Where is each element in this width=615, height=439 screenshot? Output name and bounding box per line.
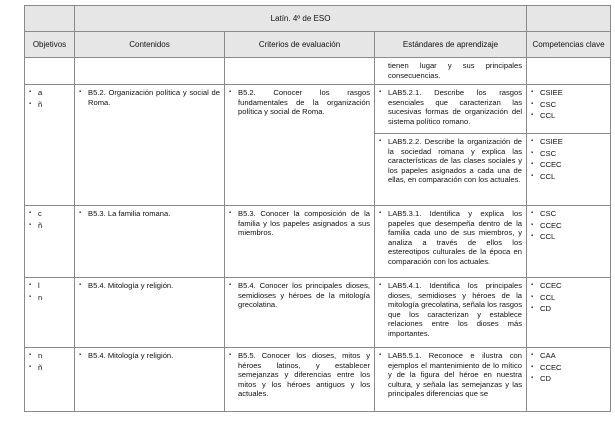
title-corner (25, 6, 75, 32)
estandar-cell (375, 206, 527, 278)
estandar-cell (375, 85, 527, 134)
competencia-item: ▪ CSC (531, 149, 606, 159)
contenido-cell (75, 278, 225, 348)
objetivos-cell (25, 206, 75, 278)
continuation-row (25, 58, 611, 85)
competencia-item: ▪ CD (531, 374, 606, 384)
criterio-text: ▪ B5.4. Conocer los principales dioses, semidioses y héroes de la mitología grecolatina. (229, 281, 370, 310)
estandar-text: ▪ LAB5.4.1. Identifica los principales dioses, semidioses y héroes de la mitología grecolatina, señala los rasgos que los caracterizan y establece relaciones entre los dioses más importantes. (379, 281, 522, 339)
table-cell (25, 58, 75, 85)
contenido-cell (75, 348, 225, 412)
table-cell (75, 58, 225, 85)
competencia-item: ▪ CCEC (531, 281, 606, 291)
contenido-cell (75, 206, 225, 278)
competencia-item: ▪ CCEC (531, 160, 606, 170)
competencia-item: ▪ CCL (531, 172, 606, 182)
title-corner-right (527, 6, 611, 32)
competencia-item: ▪ CCL (531, 293, 606, 303)
competencias-cell (527, 134, 611, 206)
table-row (25, 348, 611, 412)
objetivo-item: ▪ ñ (29, 100, 70, 110)
criterio-cell (225, 85, 375, 206)
estandar-text: ▪ LAB5.2.1. Describe los rasgos esenciales que caracterizan las sucesivas formas de organización del sistema político romano. (379, 88, 522, 126)
criterio-text: ▪ B5.3. Conocer la composición de la familia y los papeles asignados a sus miembros. (229, 209, 370, 238)
objetivo-item: ▪ n (29, 293, 70, 303)
competencia-item: ▪ CCEC (531, 221, 606, 231)
table-cell (527, 58, 611, 85)
competencia-item: ▪ CAA (531, 351, 606, 361)
header-criterios: Criterios de evaluación (225, 32, 375, 58)
table-row (25, 278, 611, 348)
table-row (25, 206, 611, 278)
contenido-text: ▪ B5.4. Mitología y religión. (79, 351, 220, 361)
objetivo-item: ▪ l (29, 281, 70, 291)
estandar-text: ▪ LAB5.3.1. Identifica y explica los papeles que desempeña dentro de la familia cada uno de sus miembros, y analiza a través de ellos los estereotipos culturales de la época en comparación con los actuales. (379, 209, 522, 267)
objetivo-item: ▪ c (29, 209, 70, 219)
competencia-item: ▪ CCL (531, 232, 606, 242)
objetivo-item: ▪ ñ (29, 363, 70, 373)
competencias-cell (527, 85, 611, 134)
objetivos-cell (25, 348, 75, 412)
competencia-item: ▪ CD (531, 304, 606, 314)
criterio-text: ▪ B5.5. Conocer los dioses, mitos y héroes latinos, y establecer semejanzas y diferencias entre los mitos y los héroes antiguos y los actuales. (229, 351, 370, 399)
competencia-item: ▪ CSC (531, 100, 606, 110)
table-row (25, 85, 611, 134)
estandar-cell (375, 278, 527, 348)
header-row (25, 32, 611, 58)
objetivo-item: ▪ n (29, 351, 70, 361)
competencia-item: ▪ CSIEE (531, 137, 606, 147)
contenido-text: ▪ B5.3. La familia romana. (79, 209, 220, 219)
table-title: Latín. 4º de ESO (75, 6, 527, 32)
objetivo-item: ▪ a (29, 88, 70, 98)
title-row (25, 6, 611, 32)
estandar-text: ▪ LAB5.5.1. Reconoce e ilustra con ejemplos el mantenimiento de lo mítico y de la figura del héroe en nuestra cultura, y señala las semejanzas y las principales diferencias que se (379, 351, 522, 399)
header-objetivos: Objetivos (25, 32, 75, 58)
header-estandares: Estándares de aprendizaje (375, 32, 527, 58)
competencias-cell (527, 348, 611, 412)
contenido-text: ▪ B5.2. Organización política y social de Roma. (79, 88, 220, 107)
criterio-text: ▪ B5.2. Conocer los rasgos fundamentales de la organización política y social de Roma. (229, 88, 370, 117)
table-cell (225, 58, 375, 85)
estandar-cell (375, 134, 527, 206)
competencias-cell (527, 278, 611, 348)
header-competencias: Competencias clave (527, 32, 611, 58)
criterio-cell (225, 206, 375, 278)
contenido-text: ▪ B5.4. Mitología y religión. (79, 281, 220, 291)
header-contenidos: Contenidos (75, 32, 225, 58)
objetivo-item: ▪ ñ (29, 221, 70, 231)
estandar-text: ▪ LAB5.2.2. Describe la organización de la sociedad romana y explica las características de las clases sociales y los papeles asignados a cada una de ellas, en comparación con los actuales. (379, 137, 522, 185)
competencia-item: ▪ CCL (531, 111, 606, 121)
continuation-text (375, 58, 527, 85)
objetivos-cell (25, 85, 75, 206)
competencia-item: ▪ CCEC (531, 363, 606, 373)
curriculum-table (24, 5, 611, 412)
competencia-item: ▪ CSIEE (531, 88, 606, 98)
estandar-cell (375, 348, 527, 412)
curriculum-table-wrapper (24, 5, 610, 412)
criterio-cell (225, 348, 375, 412)
contenido-cell (75, 85, 225, 206)
competencias-cell (527, 206, 611, 278)
objetivos-cell (25, 278, 75, 348)
continuation-line: tienen lugar y sus principales consecuencias. (388, 61, 523, 80)
criterio-cell (225, 278, 375, 348)
competencia-item: ▪ CSC (531, 209, 606, 219)
